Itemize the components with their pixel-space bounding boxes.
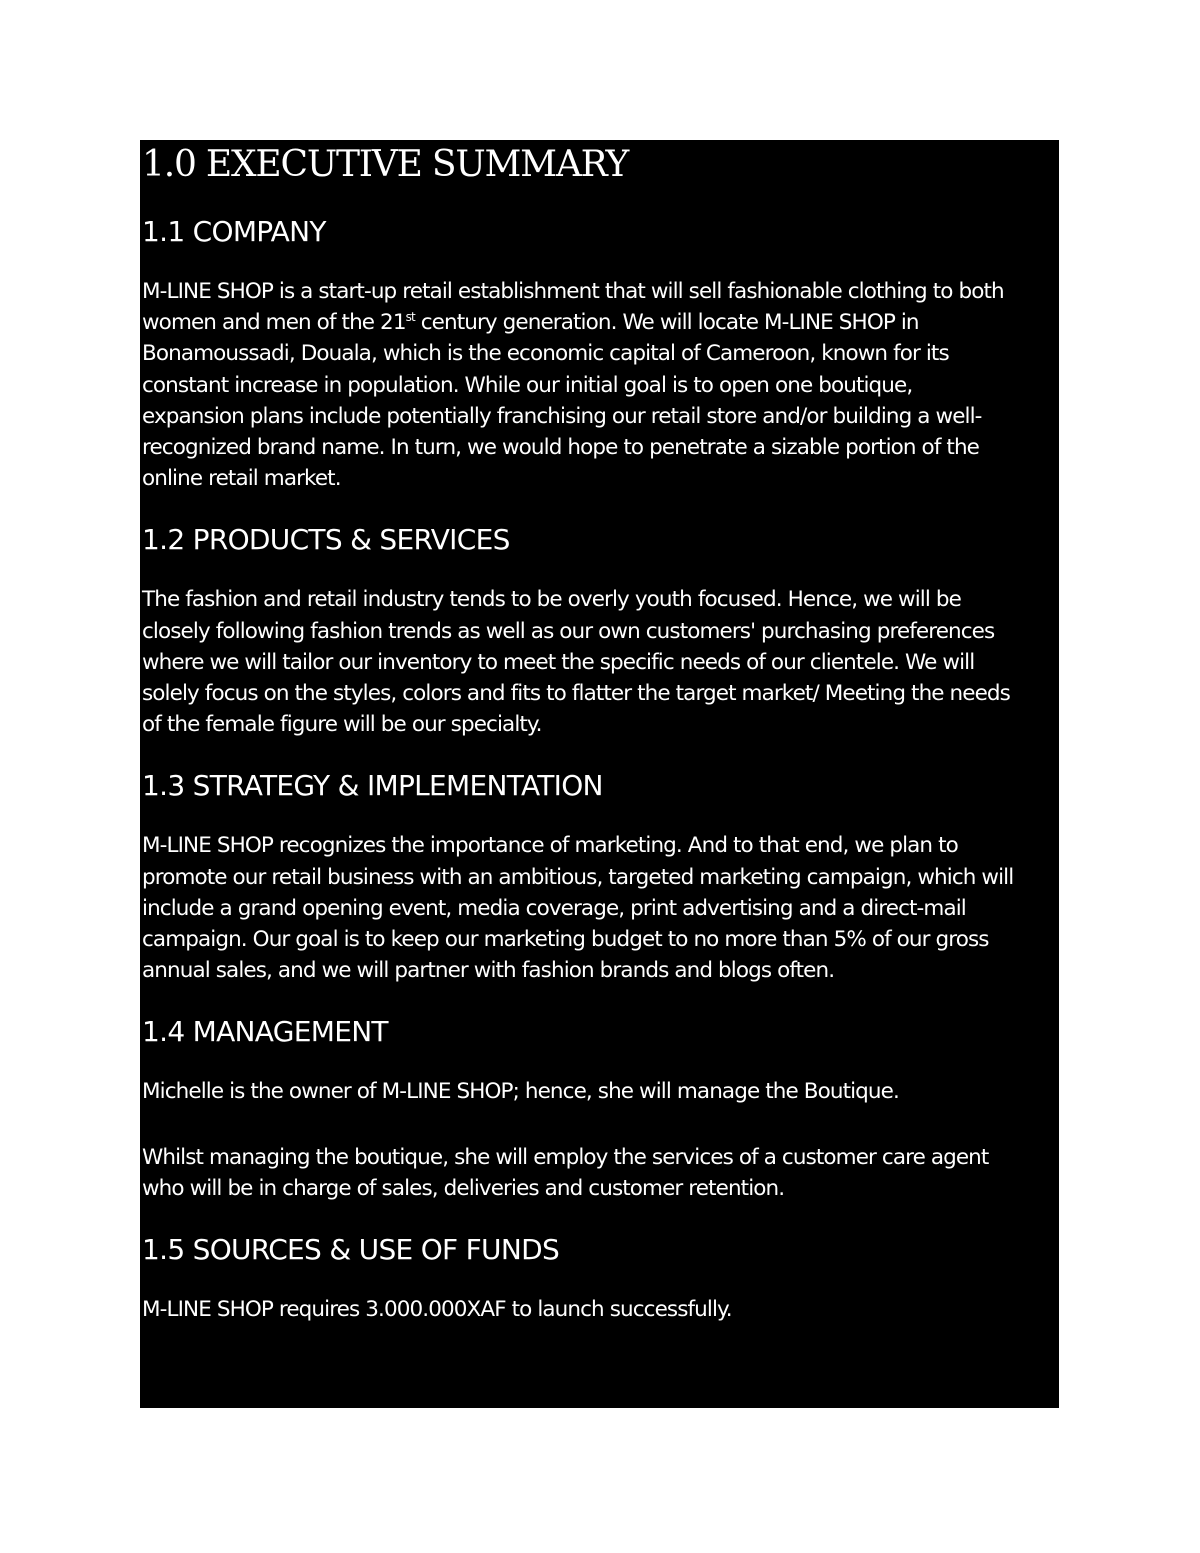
section-heading-company: 1.1 COMPANY	[142, 215, 326, 248]
management-paragraph-owner	[142, 1076, 1057, 1107]
text-line: solely focus on the styles, colors and fits to flatter the target market/ Meeting the needs	[142, 681, 1010, 707]
text-line: closely following fashion trends as well as our own customers' purchasing preferences	[142, 618, 995, 644]
products-services-paragraph	[142, 584, 1057, 740]
section-heading-strategy-implementation: 1.3 STRATEGY & IMPLEMENTATION	[142, 769, 603, 803]
text-line: promote our retail business with an ambitious, targeted marketing campaign, which will	[142, 864, 1014, 890]
text-line: Whilst managing the boutique, she will employ the services of a customer care agent	[142, 1144, 989, 1170]
strategy-implementation-paragraph	[142, 830, 1057, 986]
text-line: of the female figure will be our specialty.	[142, 712, 542, 738]
text-line: Bonamoussadi, Douala, which is the economic capital of Cameroon, known for its	[142, 341, 949, 367]
management-paragraph-staff	[142, 1142, 1057, 1204]
text-line: expansion plans include potentially franchising our retail store and/or building a well-	[142, 403, 982, 429]
text-line: campaign. Our goal is to keep our marketing budget to no more than 5% of our gross	[142, 927, 989, 953]
text-line: online retail market.	[142, 466, 341, 492]
text-line: M-LINE SHOP recognizes the importance of marketing. And to that end, we plan to	[142, 833, 958, 859]
executive-summary-block	[140, 140, 1059, 1408]
section-heading-products-services: 1.2 PRODUCTS & SERVICES	[142, 523, 510, 557]
section-heading-management: 1.4 MANAGEMENT	[142, 1015, 388, 1049]
section-heading-sources-use-of-funds: 1.5 SOURCES & USE OF FUNDS	[142, 1233, 560, 1267]
document-title: 1.0 EXECUTIVE SUMMARY	[142, 144, 629, 185]
text-line: M-LINE SHOP is a start-up retail establishment that will sell fashionable clothing to both	[142, 279, 1004, 304]
text-line	[142, 307, 1057, 338]
text-segment: century generation. We will locate M-LINE SHOP in	[414, 310, 919, 336]
text-line: where we will tailor our inventory to meet the specific needs of our clientele. We will	[142, 649, 975, 675]
ordinal-suffix: st	[405, 310, 415, 325]
text-segment: women and men of the 21	[142, 310, 406, 336]
funds-paragraph	[142, 1294, 1057, 1325]
text-line: annual sales, and we will partner with fashion brands and blogs often.	[142, 958, 835, 984]
text-line: recognized brand name. In turn, we would hope to penetrate a sizable portion of the	[142, 435, 980, 461]
text-line: include a grand opening event, media coverage, print advertising and a direct-mail	[142, 895, 966, 921]
text-line: M-LINE SHOP requires 3.000.000XAF to launch successfully.	[142, 1297, 732, 1323]
text-line: The fashion and retail industry tends to be overly youth focused. Hence, we will be	[142, 587, 961, 613]
company-paragraph	[142, 276, 1057, 494]
text-line: who will be in charge of sales, deliveries and customer retention.	[142, 1175, 785, 1201]
text-line: Michelle is the owner of M-LINE SHOP; hence, she will manage the Boutique.	[142, 1079, 899, 1105]
text-line: constant increase in population. While our initial goal is to open one boutique,	[142, 372, 913, 398]
